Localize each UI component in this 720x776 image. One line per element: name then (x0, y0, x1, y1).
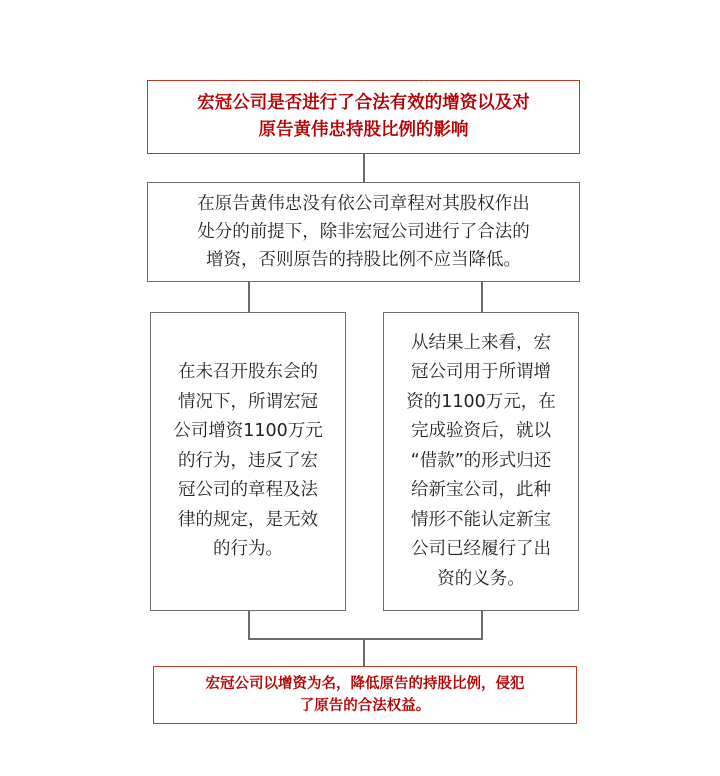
top-issue-text: 宏冠公司是否进行了合法有效的增资以及对 原告黄伟忠持股比例的影响 (197, 93, 530, 140)
connector-merge-horizontal (248, 638, 483, 640)
left-argument-box (150, 312, 346, 611)
connector-top-to-premise (363, 154, 365, 182)
premise-text: 在原告黄伟忠没有依公司章程对其股权作出 处分的前提下，除非宏冠公司进行了合法的 增资，否则原告的持股比例不应当降低。 (197, 194, 530, 270)
connector-premise-to-left (248, 282, 250, 312)
top-issue-box (147, 80, 580, 154)
premise-box (147, 182, 580, 282)
right-argument-box (383, 312, 579, 611)
connector-left-down (248, 611, 250, 639)
connector-premise-to-right (481, 282, 483, 312)
right-argument-text: 从结果上来看，宏 冠公司用于所谓增 资的1100万元，在 完成验资后，就以 “借款”的形式归还 给新宝公司，此种 情形不能认定新宝 公司已经履行了出 资的义务。 (406, 332, 556, 589)
conclusion-text: 宏冠公司以增资为名，降低原告的持股比例，侵犯 了原告的合法权益。 (205, 676, 525, 714)
connector-right-down (481, 611, 483, 639)
left-argument-text: 在未召开股东会的 情况下，所谓宏冠 公司增资1100万元 的行为，违反了宏 冠公司的章程及法 律的规定，是无效 的行为。 (173, 362, 323, 560)
conclusion-box (153, 666, 577, 724)
connector-merge-to-conclusion (363, 638, 365, 666)
